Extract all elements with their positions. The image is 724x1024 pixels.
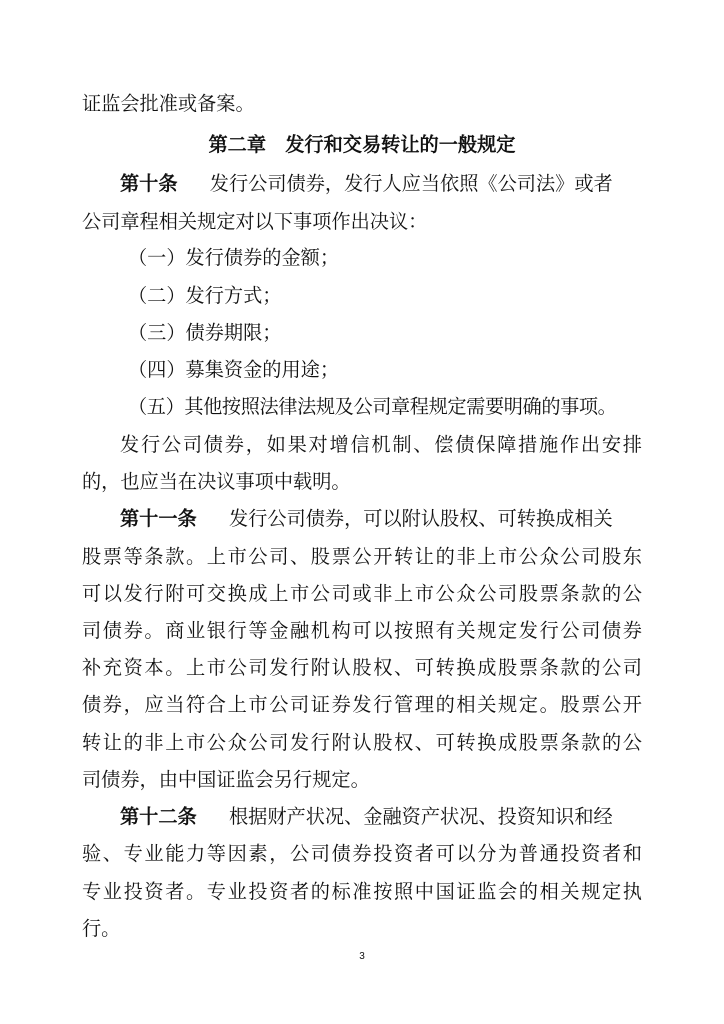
article-11-first-line: [120, 507, 642, 531]
article-10-item-1: （一）发行债券的金额；: [128, 246, 340, 269]
article-11-line-8: 司债券，由中国证监会另行规定。: [82, 768, 370, 791]
article-11-line-7: 转让的非上市公众公司发行附认股权、可转换成股票条款的公: [82, 731, 642, 754]
article-11-text-1: 发行公司债券，可以附认股权、可转换成相关: [228, 507, 613, 530]
article-10-item-5: （五）其他按照法律法规及公司章程规定需要明确的事项。: [128, 395, 617, 418]
article-11-line-4: 司债券。商业银行等金融机构可以按照有关规定发行公司债券: [82, 619, 642, 642]
article-11-line-5: 补充资本。上市公司发行附认股权、可转换成股票条款的公司: [82, 656, 642, 679]
article-10-item-4: （四）募集资金的用途；: [128, 358, 340, 381]
article-10-text-2: 公司章程相关规定对以下事项作出决议：: [82, 210, 428, 233]
article-10-item-3: （三）债券期限；: [128, 321, 282, 344]
article-12-text-1: 根据财产状况、金融资产状况、投资知识和经: [228, 805, 613, 828]
article-12-label: 第十二条: [120, 805, 197, 828]
article-10-paragraph-2-line-2: 的，也应当在决议事项中载明。: [82, 470, 351, 493]
article-10-paragraph-2-line-1: 发行公司债券，如果对增信机制、偿债保障措施作出安排: [120, 433, 642, 456]
article-11-label: 第十一条: [120, 507, 197, 530]
article-12-line-2: 验、专业能力等因素，公司债券投资者可以分为普通投资者和: [82, 842, 642, 865]
article-12-first-line: [120, 805, 642, 829]
chapter-title: 第二章 发行和交易转让的一般规定: [208, 133, 516, 156]
article-10-first-line: [120, 172, 642, 196]
article-12-line-4: 行。: [82, 917, 121, 940]
page-number: 3: [359, 951, 365, 962]
article-12-line-3: 专业投资者。专业投资者的标准按照中国证监会的相关规定执: [82, 880, 642, 903]
continuation-text: 证监会批准或备案。: [82, 92, 255, 115]
article-11-line-3: 可以发行附可交换成上市公司或非上市公众公司股票条款的公: [82, 582, 642, 605]
article-10-item-2: （二）发行方式；: [128, 284, 282, 307]
article-10-label: 第十条: [120, 172, 178, 195]
article-11-line-6: 债券，应当符合上市公司证券发行管理的相关规定。股票公开: [82, 693, 642, 716]
article-11-line-2: 股票等条款。上市公司、股票公开转让的非上市公众公司股东: [82, 545, 642, 568]
article-10-text-1: 发行公司债券，发行人应当依照《公司法》或者: [209, 172, 613, 195]
